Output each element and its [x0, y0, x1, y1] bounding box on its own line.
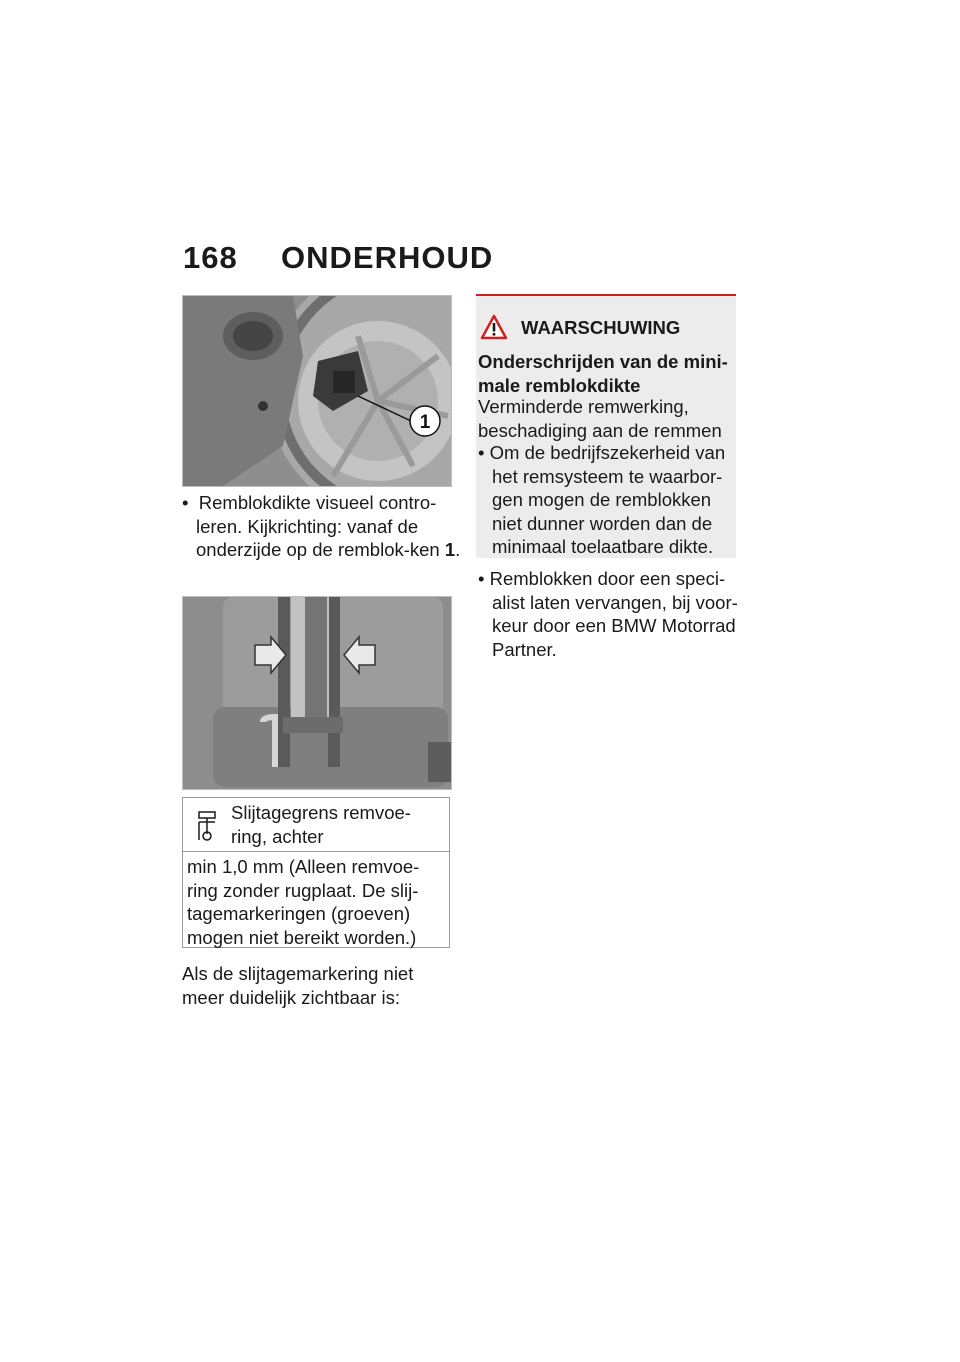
bullet-ref: 1 [444, 539, 456, 560]
bullet-item-2: • Remblokken door een speci-alist laten vervangen, bij voor-keur door een BMW Motorrad Partner. [478, 567, 752, 661]
brake-caliper-illustration [183, 296, 451, 486]
warning-bullet: • Om de bedrijfszekerheid van het remsysteem te waarbor-gen mogen de remblokken niet dunner worden dan de minimaal toelaatbare dikte. [478, 441, 744, 559]
warning-heading: Onderschrijden van de mini-male remblokdikte [478, 351, 728, 396]
warning-triangle-icon [480, 314, 508, 340]
warning-consequence: Verminderde remwerking, beschadiging aan de remmen [478, 396, 722, 441]
spec-title: Slijtagegrens remvoe-ring, achter [231, 802, 411, 847]
spec-header [183, 798, 449, 852]
warning-box [476, 294, 736, 558]
spec-value: min 1,0 mm (Alleen remvoe-ring zonder rugplaat. De slij-tagemarkeringen (groeven) mogen niet bereikt worden.) [187, 856, 420, 948]
callout-label: 1 [419, 412, 431, 433]
page-header [183, 240, 493, 276]
spec-box [182, 797, 450, 948]
paragraph: Als de slijtagemarkering niet meer duidelijk zichtbaar is: [182, 963, 414, 1008]
bullet-item: • Remblokdikte visueel contro-leren. Kijkrichting: vanaf de onderzijde op de remblok-ken 1. [182, 491, 466, 562]
brake-caliper-figure [182, 295, 452, 487]
brake-pad-figure [182, 596, 452, 790]
bullet-text: Remblokdikte visueel contro-leren. Kijkrichting: vanaf de onderzijde op de remblok-ken [196, 492, 440, 560]
wear-limit-icon [197, 810, 217, 842]
warning-header [476, 314, 736, 342]
chapter-title: ONDERHOUD [281, 240, 494, 275]
page-number: 168 [183, 240, 238, 275]
brake-pad-illustration [183, 597, 451, 789]
warning-title: WAARSCHUWING [521, 317, 681, 338]
